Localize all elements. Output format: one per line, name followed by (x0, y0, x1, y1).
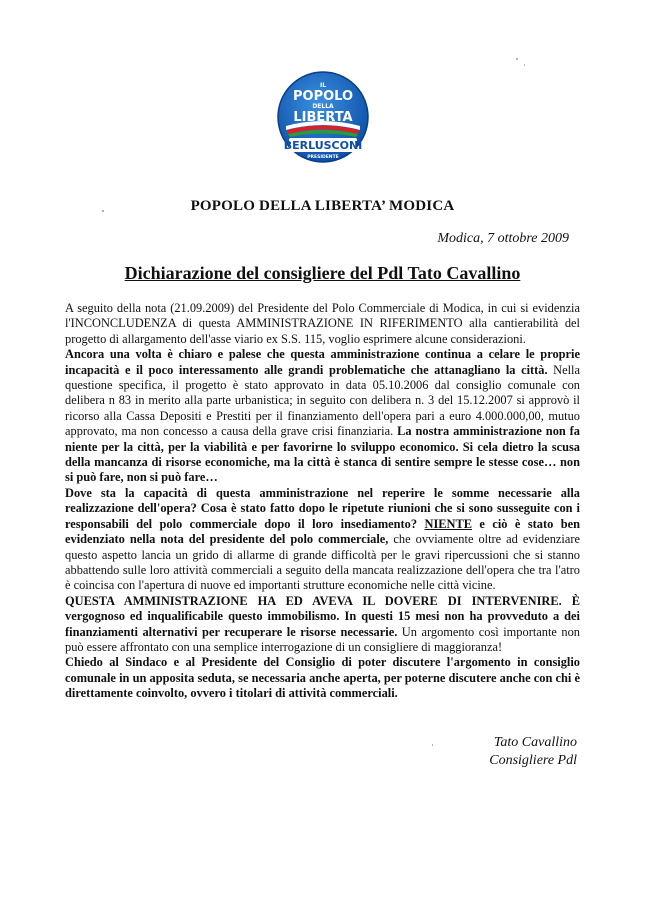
popolo-della-liberta-logo (276, 70, 370, 164)
paragraph-3-bold-2: e ciò è stato ben evidenziato nella nota del presidente del polo commerciale, (65, 516, 580, 547)
logo-text-della: DELLA (312, 103, 334, 110)
document-title: Dichiarazione del consigliere del Pdl Tato Cavallino (124, 263, 521, 283)
paragraph-3 (65, 486, 580, 594)
paragraph-5 (65, 655, 580, 701)
scan-speck (432, 744, 433, 746)
paragraph-2-bold: Ancora una volta è chiaro e palese che questa amministrazione continua a celare le proprie incapacità e il poco interessamento alle grandi problematiche che attanagliano la città. (65, 347, 580, 377)
logo-text-berlusconi: BERLUSCONI (283, 139, 363, 152)
signature-name: Tato Cavallino (493, 735, 577, 750)
paragraph-5-bold: Chiedo al Sindaco e al Presidente del Consiglio di poter discutere l'argomento in consiglio comunale in un apposita seduta, se necessaria anche aperta, per poterne discutere anche con chi è direttamente coinvolto, ovvero i titolari di attività commerciali. (65, 655, 580, 701)
signature-role: Consigliere Pdl (489, 753, 577, 768)
paragraph-2-bold-end: La nostra amministrazione non fa niente per la città, per la viabilità e per favorirne lo sviluppo economico. Si cela dietro la scusa della mancanza di risorse economiche, ma la città è stanca di sentire sempre le stesse cose… non si può fare, non si può fare… (65, 424, 580, 485)
logo-text-il: IL (319, 82, 327, 89)
scan-speck (524, 64, 525, 66)
logo-text-popolo: POPOLO (292, 89, 354, 104)
document-body (65, 301, 580, 702)
paragraph-4-bold: QUESTA AMMINISTRAZIONE HA ED AVEVA IL DOVERE DI INTERVENIRE. È vergognoso ed inqualificabile questo immobilismo. In questi 15 mesi non ha provveduto a dei finanziamenti alternativi per recuperare le risorse necessarie. (65, 593, 580, 639)
paragraph-3-normal: che ovviamente oltre ad evidenziare questo aspetto lancia un grido di allarme di grande difficoltà per le gravi ripercussioni che si stanno abbattendo sulle loro attività commerciali a seguito della mancata realizzazione dell'opera che tra l'atro è coincisa con l'apertura di nuove ed importanti strutture economiche nelle città vicine. (65, 532, 580, 593)
signature-block (489, 734, 577, 770)
scan-speck (516, 58, 518, 60)
paragraph-3-bold: Dove sta la capacità di questa amministrazione nel reperire le somme necessarie alla realizzazione dell'opera? Cosa è stato fatto dopo le ripetute riunioni che si sono susseguite con i responsabili del polo commerciale dopo il loro insediamento? (65, 485, 580, 531)
organization-heading: POPOLO DELLA LIBERTA’ MODICA (190, 198, 455, 214)
paragraph-2 (65, 347, 580, 486)
scan-speck (102, 210, 104, 212)
logo-text-presidente: PRESIDENTE (307, 155, 339, 160)
logo-text-liberta: LIBERTA (293, 110, 353, 125)
paragraph-2-normal: Nella questione specifica, il progetto è stato approvato in data 05.10.2006 dal consiglio comunale con delibera n 83 in merito alla parte urbanistica; in seguito con delibera n. 3 del 15.12.2007 si approvò il ricorso alla Cassa Depositi e Prestiti per il finanziamento dell'opera pari a euro 4.000.000,00, mutuo approvato, ma non concesso a causa della grave crisi finanziaria. (65, 362, 580, 439)
paragraph-4-normal: Un argomento così importante non può essere affrontato con una semplice interrogazione di un consigliere di maggioranza! (65, 624, 580, 654)
paragraph-4 (65, 594, 580, 656)
document-date: Modica, 7 ottobre 2009 (437, 231, 569, 246)
paragraph-1: A seguito della nota (21.09.2009) del Presidente del Polo Commerciale di Modica, in cui si evidenzia l'INCONCLUDENZA di questa AMMINISTRAZIONE IN RIFERIMENTO alla cantierabilità del progetto di allargamento dell'asse viario ex S.S. 115, voglio esprimere alcune considerazioni. (65, 301, 580, 346)
niente-emphasis: NIENTE (424, 516, 473, 531)
